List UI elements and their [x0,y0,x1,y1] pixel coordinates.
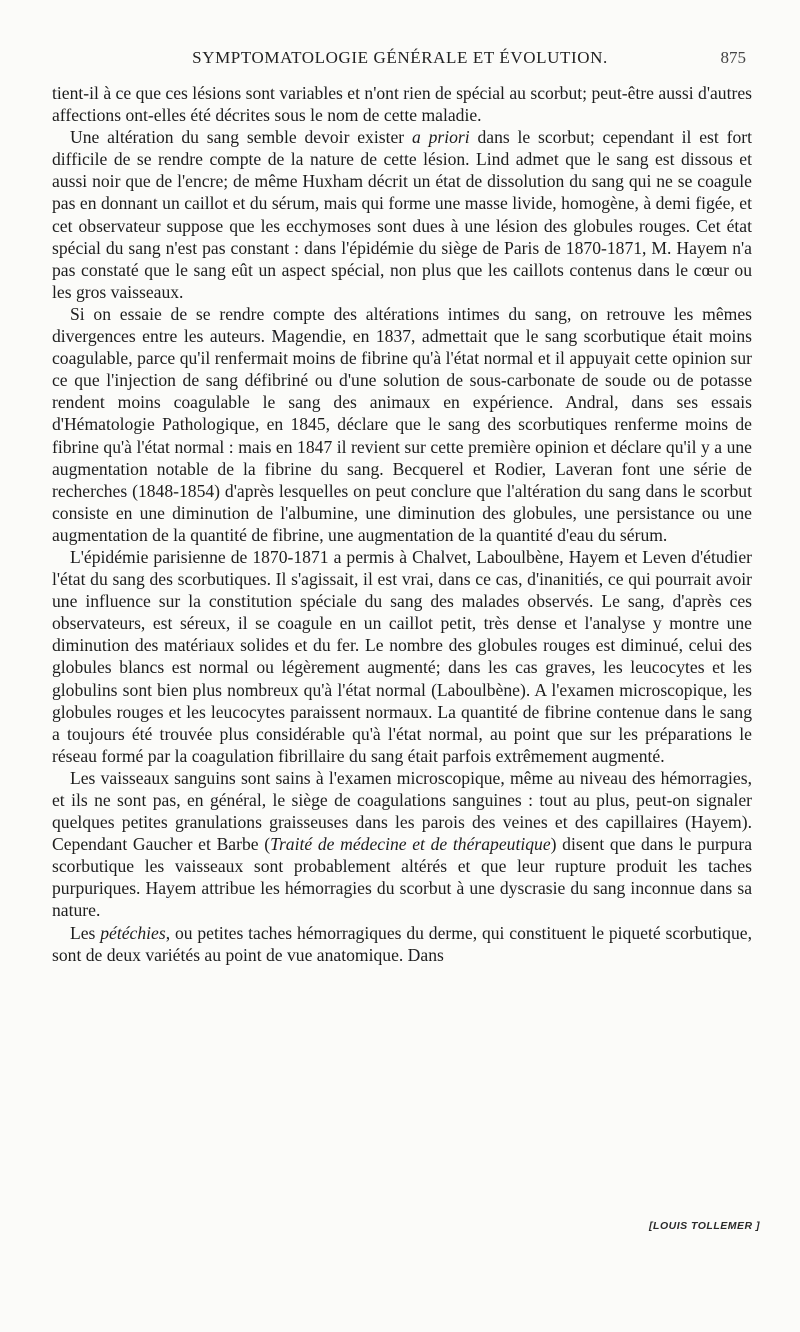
footer-credit: [LOUIS TOLLEMER ] [649,1220,760,1232]
paragraph-5-italic: Traité de médecine et de thérapeutique [270,834,551,855]
running-head [54,48,746,72]
paragraph-6-text-b: , ou petites taches hémorragiques du derme, qui constituent le piqueté scorbutique, sont de deux variétés au point de vue anatomique. Dans [52,922,752,965]
paragraph-5 [52,767,752,922]
paragraph-2 [52,126,752,303]
page-number: 875 [720,48,746,67]
running-title: SYMPTOMATOLOGIE GÉNÉRALE ET ÉVOLUTION. [192,48,608,67]
body-text [52,82,752,966]
paragraph-5-text-a: Les vaisseaux sanguins sont sains à l'examen microscopique, même au niveau des hémorragies, et ils ne sont pas, en général, le siège de coagulations sanguines : tout au plus, peut-on signaler quelques petites granulations graisseuses dans les parois des veines et des capillaires (Hayem). Cependant Gaucher et Barbe ( [52,767,752,855]
paragraph-5-text-b: ) disent que dans le purpura scorbutique les vaisseaux sont probablement altérés et que leur rupture produit les taches purpuriques. Hayem attribue les hémorragies du scorbut à une dyscrasie du sang inconnue dans sa nature. [52,834,752,921]
paragraph-6-text-a: Les [70,922,101,943]
paragraph-2-italic: a priori [411,127,470,148]
paragraph-2-text-a: Une altération du sang semble devoir exister [70,127,412,148]
paragraph-4: L'épidémie parisienne de 1870-1871 a permis à Chalvet, Laboulbène, Hayem et Leven d'étudier l'état du sang des scorbutiques. Il s'agissait, il est vrai, dans ce cas, d'inanitiés, ce qui pourrait avoir une influence sur la constitution spéciale du sang des malades observés. Le sang, d'après ces observateurs, est séreux, il se coagule en un caillot petit, très dense et l'analyse y montre une diminution des matériaux solides et du fer. Le nombre des globules rouges est diminué, celui des globules blancs est normal ou légèrement augmenté; dans les cas graves, les leucocytes et les globulins sont bien plus nombreux qu'à l'état normal (Laboulbène). A l'examen microscopique, les globules rouges et les leucocytes paraissent normaux. La quantité de fibrine contenue dans le sang a toujours été trouvée plus considérable qu'à l'état normal, au point que sur les préparations le réseau formé par la coagulation fibrillaire du sang était parfois extrêmement augmenté. [52,546,752,766]
paragraph-6 [52,922,752,966]
paragraph-6-italic: pétéchies [100,922,166,943]
paragraph-3: Si on essaie de se rendre compte des altérations intimes du sang, on retrouve les mêmes divergences entre les auteurs. Magendie, en 1837, admettait que le sang scorbutique était moins coagulable, parce qu'il renfermait moins de fibrine qu'à l'état normal et il appuyait cette opinion sur ce que l'injection de sang défibriné ou d'une solution de sous-carbonate de soude ou de potasse rendent moins coagulable le sang des animaux en expérience. Andral, dans ses essais d'Hématologie Pathologique, en 1845, déclare que le sang des scorbutiques renferme moins de fibrine qu'à l'état normal : mais en 1847 il revient sur cette première opinion et déclare qu'il y a une augmentation notable de la fibrine du sang. Becquerel et Rodier, Laveran font une série de recherches (1848-1854) d'après lesquelles on peut conclure que l'altération du sang dans le scorbut consiste en une diminution de l'albumine, une diminution des globules, une persistance ou une augmentation de la quantité de fibrine, une augmentation de la quantité d'eau du sérum. [52,303,752,545]
paragraph-2-text-b: dans le scorbut; cependant il est fort difficile de se rendre compte de la nature de cette lésion. Lind admet que le sang est dissous et aussi noir que de l'encre; de même Huxham décrit un état de dissolution du sang qui ne se coagule pas en donnant un caillot et du sérum, mais qui forme une masse livide, homogène, à demi figée, et cet observateur suppose que les ecchymoses sont dues à une lésion des globules rouges. Cet état spécial du sang n'est pas constant : dans l'épidémie du siège de Paris de 1870-1871, M. Hayem n'a pas constaté que le sang eût un aspect spécial, non plus que les caillots contenus dans le cœur ou les gros vaisseaux. [52,127,753,302]
paragraph-1: tient-il à ce que ces lésions sont variables et n'ont rien de spécial au scorbut; peut-être aussi d'autres affections ont-elles été décrites sous le nom de cette maladie. [52,83,752,126]
